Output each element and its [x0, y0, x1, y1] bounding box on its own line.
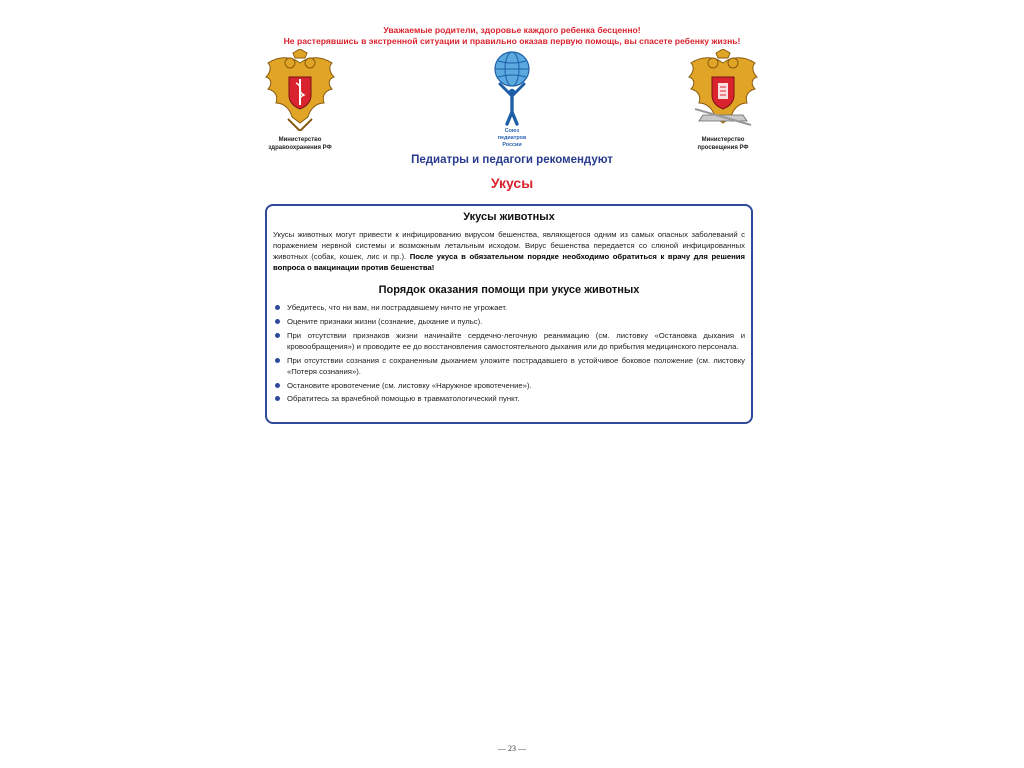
section-heading-animal-bites: Укусы животных	[463, 211, 555, 223]
ministry-health-caption	[240, 136, 360, 152]
list-item	[273, 330, 745, 352]
list-item-text: Остановите кровотечение (см. листовку «Наружное кровотечение»).	[287, 380, 532, 390]
content-panel	[265, 204, 753, 424]
list-item	[273, 355, 745, 377]
bullet-dot-icon	[275, 396, 280, 401]
section-paragraph	[273, 229, 745, 273]
pediatricians-caption-line1: Союз	[504, 128, 520, 134]
first-aid-steps-list	[273, 302, 745, 404]
page-title: Укусы	[490, 175, 534, 191]
ministry-health-caption-line2: здравоохранения РФ	[268, 145, 332, 151]
list-item	[273, 302, 745, 313]
header-line-2: Не растерявшись в экстренной ситуации и правильно оказав первую помощь, вы спасете ребенку жизнь!	[283, 36, 741, 46]
bullet-dot-icon	[275, 358, 280, 363]
bullet-dot-icon	[275, 383, 280, 388]
ministry-education-caption	[663, 136, 783, 152]
ministry-education-emblem-icon	[685, 49, 761, 131]
list-item	[273, 380, 745, 391]
list-item-text: Оцените признаки жизни (сознание, дыхание и пульс).	[287, 317, 483, 327]
paragraph-regular-text: Укусы животных могут привести к инфицированию вирусом бешенства, являющегося одним из самых опасных заболеваний с поражением нервной системы и возможным летальным исходом. Вирус бешенства передается со слюной инфицированных животных (собак, кошек, лис и пр.).	[273, 230, 745, 262]
ministry-health-caption-line1: Министерство	[278, 137, 322, 143]
bullet-dot-icon	[275, 319, 280, 324]
pediatricians-caption-line3: России	[502, 142, 522, 148]
bullet-dot-icon	[275, 333, 280, 338]
section-heading-first-aid-steps: Порядок оказания помощи при укусе животных	[378, 284, 640, 297]
list-item-text: При отсутствии признаков жизни начинайте сердечно-легочную реанимацию (см. листовку «Остановка дыхания и кровообращения») и проводите ее до восстановления самостоятельного дыхания или до прибытия медицинского персонала.	[287, 330, 745, 351]
list-item-text: Обратитесь за врачебной помощью в травматологический пункт.	[287, 394, 520, 404]
header-line-1: Уважаемые родители, здоровье каждого ребенка бесценно!	[383, 25, 641, 35]
bullet-dot-icon	[275, 305, 280, 310]
ministry-education-caption-line2: просвещения РФ	[697, 145, 749, 151]
list-item	[273, 393, 745, 404]
list-item-text: При отсутствии сознания с сохраненным дыханием уложите пострадавшего в устойчивое боковое положение (см. листовку «Потеря сознания»).	[287, 355, 745, 376]
list-item-text: Убедитесь, что ни вам, ни пострадавшему ничто не угрожает.	[287, 303, 508, 313]
paragraph-bold-warning: После укуса в обязательном порядке необходимо обратиться к врачу для решения вопроса о вакцинации против бешенства!	[273, 252, 745, 273]
pediatricians-caption-line2: педиатров	[497, 135, 527, 141]
page-number: — 23 —	[498, 744, 526, 753]
ministry-education-caption-line1: Министерство	[701, 137, 745, 143]
pediatricians-union-caption	[477, 128, 547, 149]
pediatricians-union-logo-icon	[490, 50, 534, 126]
ministry-health-emblem-icon	[262, 49, 338, 131]
recommend-subtitle: Педиатры и педагоги рекомендуют	[411, 154, 613, 166]
list-item	[273, 316, 745, 327]
